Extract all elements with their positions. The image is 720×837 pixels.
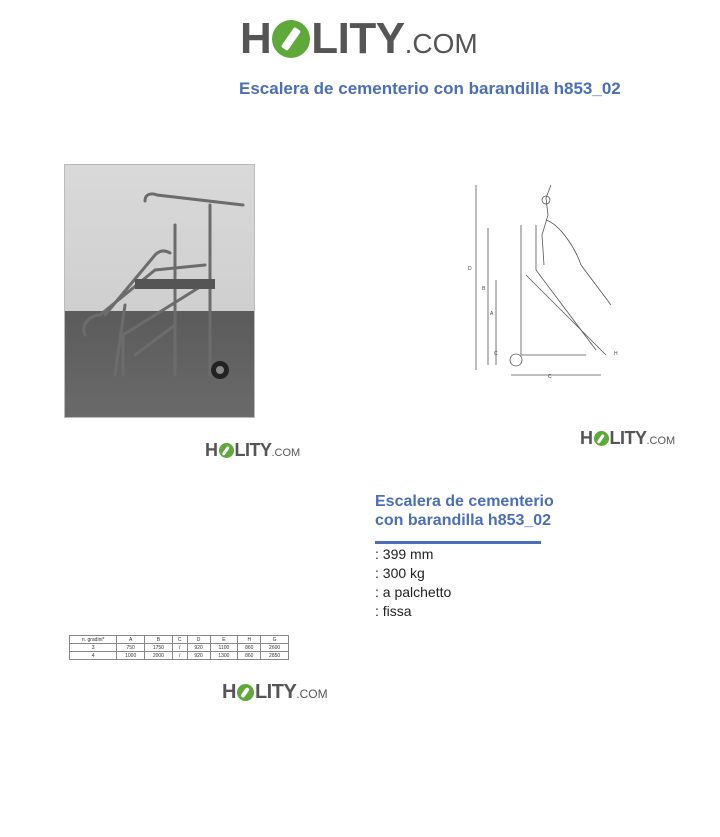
spec-item-4: : fissa <box>375 603 412 619</box>
logo-text-com: .COM <box>296 687 328 701</box>
logo-o-icon <box>594 431 609 446</box>
table-cell: 2000 <box>145 652 173 660</box>
logo-text-lity: LITY <box>234 440 272 460</box>
spec-item-2: : 300 kg <box>375 565 425 581</box>
drawing-label-b: B <box>482 286 486 292</box>
table-cell: / <box>172 652 187 660</box>
logo-text-com: .COM <box>404 28 478 59</box>
logo-text-com: .COM <box>646 435 676 447</box>
table-header: G <box>261 636 289 644</box>
table-cell: 1000 <box>117 652 145 660</box>
logo-o-icon <box>272 20 310 58</box>
table-header-row <box>70 636 289 644</box>
table-row <box>70 652 289 660</box>
drawing-label-h: H <box>614 351 618 357</box>
page-title: Escalera de cementerio con barandilla h853_02 <box>239 79 621 98</box>
table-cell: 860 <box>238 652 261 660</box>
product-photo <box>64 164 255 418</box>
table-header: H <box>238 636 261 644</box>
logo-o-icon <box>219 443 234 458</box>
title-underline <box>375 541 541 544</box>
table-cell: 750 <box>117 644 145 652</box>
drawing-label-d: D <box>468 266 472 272</box>
holity-logo-header[interactable] <box>240 14 478 64</box>
logo-text-h: H <box>580 428 593 448</box>
drawing-label-c: C <box>494 351 498 357</box>
ladder-photo-illustration <box>65 165 254 417</box>
logo-text-com: .COM <box>271 447 301 459</box>
product-title-line-1: Escalera de cementerio <box>375 493 554 510</box>
table-cell: 2850 <box>261 652 289 660</box>
table-cell: 1300 <box>210 652 238 660</box>
ladder-technical-drawing <box>466 180 626 380</box>
table-cell: 1100 <box>210 644 238 652</box>
spec-item-3: : a palchetto <box>375 584 452 600</box>
logo-text-lity: LITY <box>609 428 647 448</box>
table-cell: 920 <box>187 644 210 652</box>
logo-text-lity: LITY <box>311 14 405 63</box>
table-cell: 2600 <box>261 644 289 652</box>
table-header: D <box>187 636 210 644</box>
drawing-label-a: A <box>490 311 494 317</box>
drawing-label-c-bottom: C <box>548 374 552 380</box>
table-cell: 3 <box>70 644 117 652</box>
holity-logo-drawing <box>580 428 675 449</box>
table-header: C <box>172 636 187 644</box>
logo-o-icon <box>237 684 254 701</box>
holity-logo-table <box>222 681 328 704</box>
dimensions-table-wrapper <box>69 635 289 660</box>
table-header: A <box>117 636 145 644</box>
table-header: E <box>210 636 238 644</box>
logo-text-h: H <box>222 681 236 703</box>
table-row <box>70 644 289 652</box>
logo-text-h: H <box>205 440 218 460</box>
table-cell: 4 <box>70 652 117 660</box>
product-title-line-2: con barandilla h853_02 <box>375 512 552 529</box>
table-cell: / <box>172 644 187 652</box>
technical-drawing <box>466 180 626 380</box>
logo-text-lity: LITY <box>254 681 297 703</box>
logo-text-h: H <box>240 14 272 63</box>
table-cell: 920 <box>187 652 210 660</box>
spec-item-1: : 399 mm <box>375 546 434 562</box>
table-cell: 860 <box>238 644 261 652</box>
table-cell: 1750 <box>145 644 173 652</box>
holity-logo-photo <box>205 440 300 461</box>
table-header: B <box>145 636 173 644</box>
table-header: n. gradini* <box>70 636 117 644</box>
dimensions-table <box>69 635 289 660</box>
